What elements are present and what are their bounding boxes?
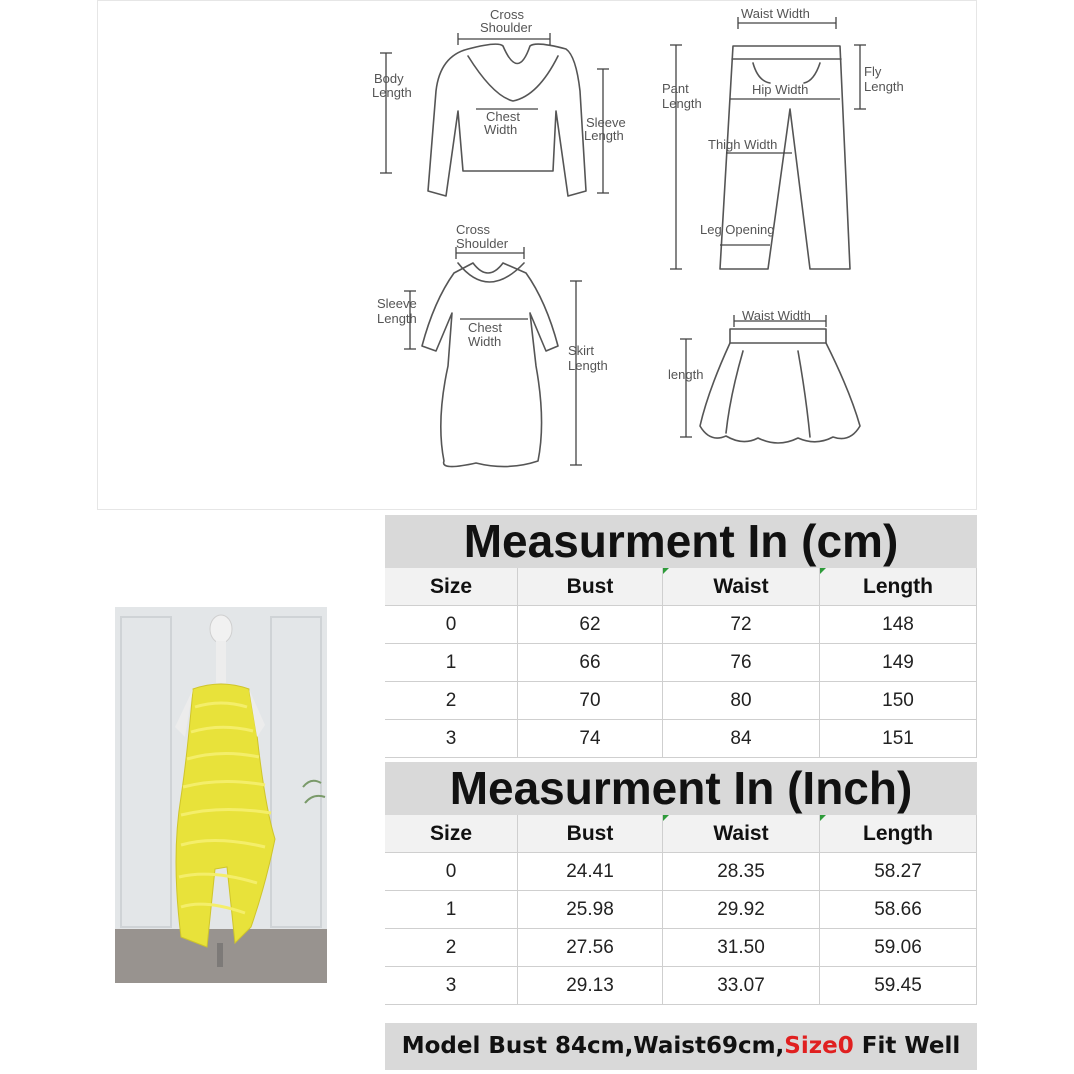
label-chest-width-dress-2: Width xyxy=(468,334,502,349)
label-skirt-length-2: Length xyxy=(568,358,608,373)
inch-cell: 58.66 xyxy=(820,891,977,929)
inch-cell: 25.98 xyxy=(518,891,663,929)
inch-table-title: Measurment In (Inch) xyxy=(385,762,977,815)
table-row xyxy=(385,606,977,644)
inch-cell: 29.92 xyxy=(663,891,820,929)
label-cross-shoulder-top-2: Shoulder xyxy=(480,20,533,35)
inch-cell: 24.41 xyxy=(518,853,663,891)
top-labels xyxy=(372,7,626,143)
cm-cell: 74 xyxy=(518,720,663,758)
label-sleeve-length-top-1: Sleeve xyxy=(586,115,626,130)
table-row xyxy=(385,853,977,891)
cell-comment-marker xyxy=(663,568,669,574)
table-row xyxy=(385,682,977,720)
cm-table-title: Measurment In (cm) xyxy=(385,515,977,568)
measurement-tables xyxy=(385,515,977,1070)
label-skirt-length-1: Skirt xyxy=(568,343,594,358)
inch-header-bust: Bust xyxy=(518,815,663,853)
size-diagram-panel xyxy=(97,0,977,510)
label-waist-width-pants: Waist Width xyxy=(741,6,810,21)
label-sleeve-length-dress-1: Sleeve xyxy=(377,296,417,311)
cell-comment-marker xyxy=(820,815,826,821)
label-body-length-1: Body xyxy=(374,71,404,86)
label-cross-shoulder-dress-1: Cross xyxy=(456,222,490,237)
cm-cell: 148 xyxy=(820,606,977,644)
table-row xyxy=(385,929,977,967)
label-cross-shoulder-dress-2: Shoulder xyxy=(456,236,509,251)
inch-cell: 33.07 xyxy=(663,967,820,1005)
label-chest-width-top-2: Width xyxy=(484,122,518,137)
cm-cell: 150 xyxy=(820,682,977,720)
inch-cell: 31.50 xyxy=(663,929,820,967)
cm-header-length: Length xyxy=(820,568,977,606)
inch-cell: 59.45 xyxy=(820,967,977,1005)
label-sleeve-length-top-2: Length xyxy=(584,128,624,143)
cm-cell: 76 xyxy=(663,644,820,682)
label-chest-width-top-1: Chest xyxy=(486,109,520,124)
cm-cell: 2 xyxy=(385,682,518,720)
skirt-diagram xyxy=(680,315,860,443)
table-row xyxy=(385,720,977,758)
cm-header-bust: Bust xyxy=(518,568,663,606)
cm-cell: 0 xyxy=(385,606,518,644)
inch-cell: 28.35 xyxy=(663,853,820,891)
fit-note xyxy=(385,1023,977,1070)
product-photo-panel xyxy=(97,515,385,1070)
fit-note-suffix: Fit Well xyxy=(853,1033,961,1059)
cm-cell: 80 xyxy=(663,682,820,720)
table-row xyxy=(385,967,977,1005)
cm-cell: 72 xyxy=(663,606,820,644)
inch-header-size: Size xyxy=(385,815,518,853)
table-row xyxy=(385,891,977,929)
cm-cell: 151 xyxy=(820,720,977,758)
cm-header-waist: Waist xyxy=(663,568,820,606)
label-pant-length-1: Pant xyxy=(662,81,689,96)
cm-cell: 62 xyxy=(518,606,663,644)
cm-cell: 70 xyxy=(518,682,663,720)
label-hip-width: Hip Width xyxy=(752,82,809,97)
label-fly-length-2: Length xyxy=(864,79,904,94)
inch-cell: 29.13 xyxy=(518,967,663,1005)
dress-diagram xyxy=(404,247,582,467)
cell-comment-marker xyxy=(663,815,669,821)
table-row xyxy=(385,644,977,682)
cm-cell: 1 xyxy=(385,644,518,682)
inch-header-waist: Waist xyxy=(663,815,820,853)
inch-cell: 0 xyxy=(385,853,518,891)
inch-table-header xyxy=(385,815,977,853)
label-chest-width-dress-1: Chest xyxy=(468,320,502,335)
inch-cell: 1 xyxy=(385,891,518,929)
cm-cell: 66 xyxy=(518,644,663,682)
inch-cell: 59.06 xyxy=(820,929,977,967)
skirt-labels xyxy=(668,308,811,382)
label-leg-opening: Leg Opening xyxy=(700,222,775,237)
cm-table-header xyxy=(385,568,977,606)
label-sleeve-length-dress-2: Length xyxy=(377,311,417,326)
label-body-length-2: Length xyxy=(372,85,412,100)
cm-cell: 3 xyxy=(385,720,518,758)
cm-cell: 84 xyxy=(663,720,820,758)
garment-diagrams xyxy=(98,1,978,511)
label-waist-width-skirt: Waist Width xyxy=(742,308,811,323)
label-thigh-width: Thigh Width xyxy=(708,137,778,152)
label-cross-shoulder-top-1: Cross xyxy=(490,7,524,22)
dress-on-mannequin-image xyxy=(115,607,327,983)
inch-cell: 27.56 xyxy=(518,929,663,967)
cell-comment-marker xyxy=(820,568,826,574)
inch-cell: 3 xyxy=(385,967,518,1005)
label-skirt-length: length xyxy=(668,367,704,382)
pants-labels xyxy=(662,6,904,237)
inch-header-length: Length xyxy=(820,815,977,853)
cm-cell: 149 xyxy=(820,644,977,682)
inch-cell: 58.27 xyxy=(820,853,977,891)
product-photo xyxy=(115,607,327,983)
cm-header-size: Size xyxy=(385,568,518,606)
fit-note-size: Size0 xyxy=(784,1033,854,1059)
fit-note-prefix: Model Bust 84cm,Waist69cm, xyxy=(401,1033,785,1059)
inch-cell: 2 xyxy=(385,929,518,967)
label-pant-length-2: Length xyxy=(662,96,702,111)
label-fly-length-1: Fly xyxy=(864,64,882,79)
dress-labels xyxy=(377,222,608,373)
